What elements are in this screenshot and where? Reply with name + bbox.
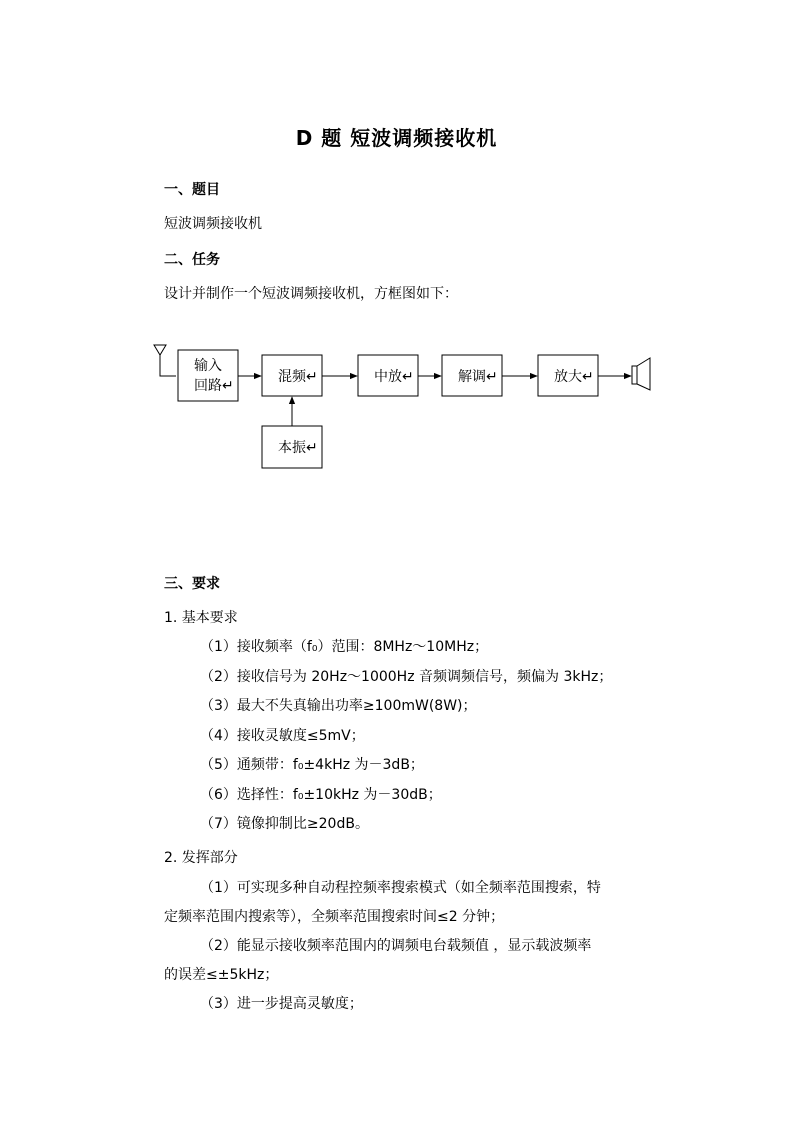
amp-label: 放大↵ xyxy=(554,369,594,385)
block-diagram xyxy=(150,340,670,480)
extended-item-2-line-1: （2）能显示接收频率范围内的调频电台载频值 ，显示载波频率 xyxy=(200,938,592,954)
requirement-item: （4）接收灵敏度≤5mV； xyxy=(200,728,365,744)
mixer-label: 混频↵ xyxy=(278,369,318,385)
input-circuit-label-1: 输入 xyxy=(194,358,222,374)
page-title: D 题 短波调频接收机 xyxy=(295,126,498,150)
requirement-item: （5）通频带：f₀±4kHz 为－3dB； xyxy=(200,757,424,773)
extended-requirements-title: 2. 发挥部分 xyxy=(164,850,238,866)
local-osc-label: 本振↵ xyxy=(278,440,318,456)
antenna-icon xyxy=(154,345,176,376)
extended-item-2-line-2: 的误差≤±5kHz； xyxy=(164,967,279,983)
section-heading-topic: 一、题目 xyxy=(164,182,220,198)
input-circuit-label-2: 回路↵ xyxy=(194,378,234,394)
requirement-item: （7）镜像抑制比≥20dB。 xyxy=(200,816,369,832)
section-heading-requirements: 三、要求 xyxy=(164,576,220,592)
requirement-item: （1）接收频率（f₀）范围：8MHz～10MHz； xyxy=(200,639,489,655)
demod-label: 解调↵ xyxy=(458,369,498,385)
extended-item-1-line-2: 定频率范围内搜索等），全频率范围搜索时间≤2 分钟； xyxy=(164,909,505,925)
extended-item-3: （3）进一步提高灵敏度； xyxy=(200,996,363,1012)
requirement-item: （3）最大不失真输出功率≥100mW(8W)； xyxy=(200,698,477,714)
requirement-item: （6）选择性：f₀±10kHz 为－30dB； xyxy=(200,787,442,803)
if-amp-label: 中放↵ xyxy=(374,369,414,385)
extended-item-1-line-1: （1）可实现多种自动程控频率搜索模式（如全频率范围搜索，特 xyxy=(200,880,601,896)
section-body-topic: 短波调频接收机 xyxy=(164,216,262,232)
requirement-item: （2）接收信号为 20Hz～1000Hz 音频调频信号，频偏为 3kHz； xyxy=(200,669,613,685)
basic-requirements-title: 1. 基本要求 xyxy=(164,610,238,626)
speaker-icon xyxy=(632,358,650,390)
section-heading-task: 二、任务 xyxy=(164,252,220,268)
section-body-task: 设计并制作一个短波调频接收机，方框图如下： xyxy=(164,286,458,302)
